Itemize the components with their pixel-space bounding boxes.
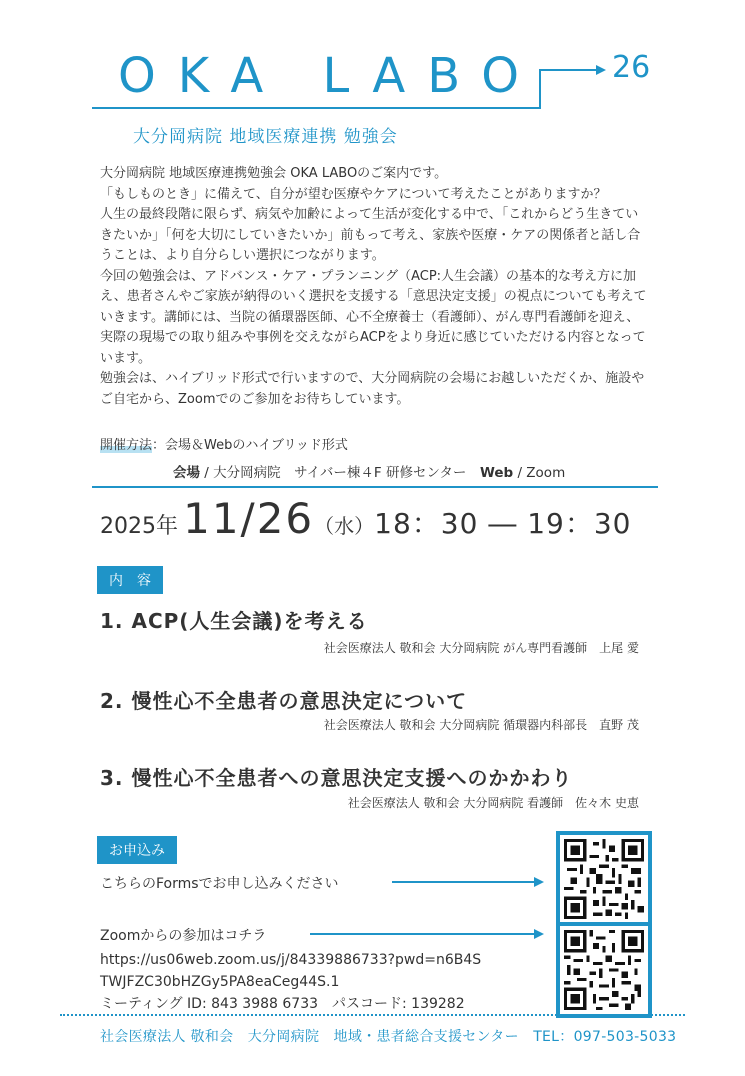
venue-label: 会場: [173, 465, 200, 481]
date-year: 2025年: [100, 514, 178, 539]
footer-divider: [60, 1014, 685, 1016]
method-row: [100, 434, 348, 453]
zoom-url-line[interactable]: https://us06web.zoom.us/j/84339886733?pwd=n6B4S: [100, 952, 482, 968]
content-badge: 内 容: [97, 566, 163, 594]
zoom-url-line[interactable]: TWJFZC30bHZGy5PA8eaCeg44S.1: [100, 974, 340, 990]
issue-number: 26: [612, 50, 651, 85]
footer-contact: 社会医療法人 敬和会 大分岡病院 地域・患者総合支援センター TEL：097-503-5033: [100, 1029, 677, 1045]
intro-paragraph: 今回の勉強会は、アドバンス・ケア・プランニング（ACP:人生会議）の基本的な考え方に加え、患者さんやご家族が納得のいく選択を支援する「意思決定支援」の視点についても考えていきます。講師には、当院の循環器医師、心不全療養士（看護師）、がん専門看護師を迎え、実際の現場での取り組みや事例を交えながらACPをより身近に感じていただける内容となっています。: [100, 268, 647, 366]
zoom-link-label: Zoomからの参加はコチラ: [100, 928, 267, 944]
event-date: [100, 494, 631, 543]
program-item-title: 3. 慢性心不全患者への意思決定支援へのかかわり: [100, 766, 573, 790]
program-item-title: 2. 慢性心不全患者の意思決定について: [100, 689, 468, 713]
header-line-arrow-icon: [0, 0, 745, 130]
intro-paragraph: 勉強会は、ハイブリッド形式で行いますので、大分岡病院の会場にお越しいただくか、施設やご自宅から、Zoomでのご参加をお待ちしています。: [100, 371, 645, 407]
program-item-speaker: 社会医療法人 敬和会 大分岡病院 がん専門看護師 上尾 愛: [323, 641, 639, 655]
date-separator: /: [240, 494, 257, 543]
program-item-title: 1. ACP(人生会議)を考える: [100, 609, 368, 633]
arrow-right-icon: [388, 872, 548, 892]
intro-text: [100, 164, 648, 410]
web-label: Web: [479, 465, 514, 481]
meeting-info: ミーティング ID: 843 3988 6733 パスコード: 139282: [100, 996, 465, 1012]
arrow-right-icon: [306, 924, 548, 944]
page-subtitle: 大分岡病院 地域医療連携 勉強会: [133, 127, 398, 147]
date-month: 11: [183, 494, 241, 543]
method-label: 開催方法: [100, 438, 153, 453]
intro-paragraph: 「もしものとき」に備えて、自分が望む医療やケアについて考えたことがありますか？: [100, 186, 607, 202]
forms-qr-code-icon[interactable]: [556, 831, 652, 927]
method-value: ：会場＆Webのハイブリッド形式: [152, 438, 348, 453]
program-item-speaker: 社会医療法人 敬和会 大分岡病院 看護師 佐々木 史恵: [347, 796, 639, 810]
web-value: / Zoom: [513, 465, 566, 481]
apply-badge: お申込み: [97, 836, 177, 864]
zoom-qr-code-icon[interactable]: [556, 922, 652, 1018]
intro-paragraph: 人生の最終段階に限らず、病気や加齢によって生活が変化する中で、「これからどう生きていきたいか」「何を大切にしていきたいか」前もって考え、家族や医療・ケアの関係者と話し合うことは、より自分らしい選択につながります。: [100, 207, 641, 263]
venue-value: / 大分岡病院 サイバー棟４F 研修センター: [200, 465, 480, 481]
zoom-url[interactable]: [100, 949, 481, 1015]
date-weekday: （水）: [314, 514, 375, 538]
date-day: 26: [256, 494, 315, 543]
program-item-speaker: 社会医療法人 敬和会 大分岡病院 循環器内科部長 直野 茂: [323, 718, 639, 732]
divider: [92, 486, 658, 488]
event-time: 18：30 ― 19：30: [374, 507, 632, 540]
intro-paragraph: 大分岡病院 地域医療連携勉強会 OKA LABOのご案内です。: [100, 166, 448, 181]
forms-link[interactable]: こちらのFormsでお申し込みください: [100, 876, 339, 892]
venue-row: [173, 461, 565, 481]
page-title: OKA LABO: [118, 48, 542, 104]
